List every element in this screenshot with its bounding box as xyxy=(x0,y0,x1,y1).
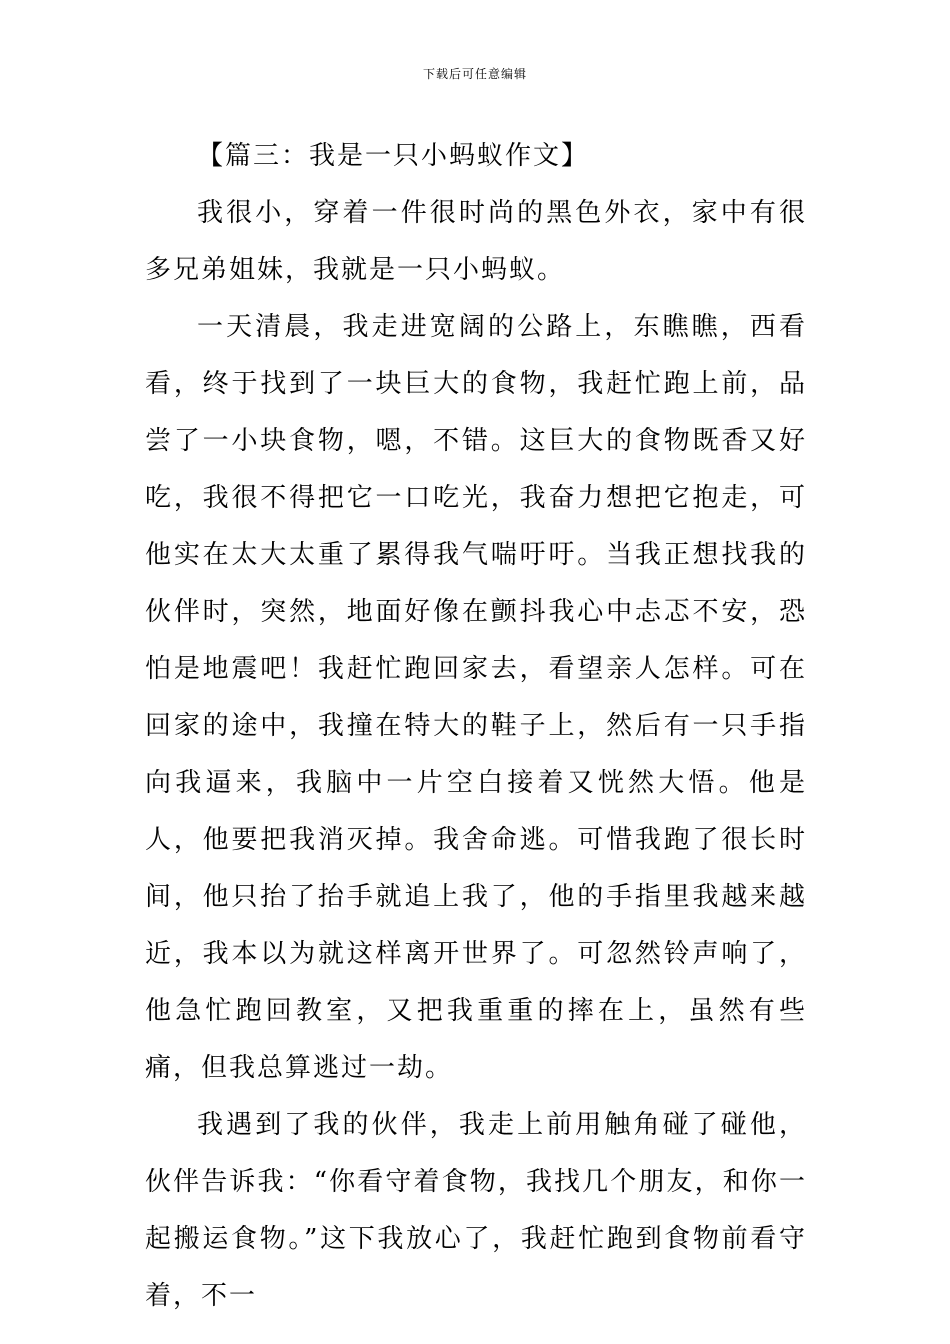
paragraph: 我遇到了我的伙伴，我走上前用触角碰了碰他，伙伴告诉我：“你看守着食物，我找几个朋友，和你一起搬运食物。”这下我放心了，我赶忙跑到食物前看守着，不一 xyxy=(145,1110,807,1311)
paragraph: 一天清晨，我走进宽阔的公路上，东瞧瞧，西看看，终于找到了一块巨大的食物，我赶忙跑上前，品尝了一小块食物，嗯，不错。这巨大的食物既香又好吃，我很不得把它一口吃光，我奋力想把它抱走，可他实在太大太重了累得我气喘吁吁。当我正想找我的伙伴时，突然，地面好像在颤抖我心中忐忑不安，恐怕是地震吧！我赶忙跑回家去，看望亲人怎样。可在回家的途中，我撞在特大的鞋子上，然后有一只手指向我逼来，我脑中一片空白接着又恍然大悟。他是人，他要把我消灭掉。我舍命逃。可惜我跑了很长时间，他只抬了抬手就追上我了，他的手指里我越来越近，我本以为就这样离开世界了。可忽然铃声响了，他急忙跑回教室，又把我重重的摔在上，虽然有些痛，但我总算逃过一劫。 xyxy=(145,312,807,1083)
header-note: 下载后可任意编辑 xyxy=(422,67,527,81)
article-body xyxy=(145,128,807,1325)
article-title: 【篇三：我是一只小蚂蚁作文】 xyxy=(197,141,590,171)
paragraph: 我很小，穿着一件很时尚的黑色外衣，家中有很多兄弟姐妹，我就是一只小蚂蚁。 xyxy=(145,198,807,285)
